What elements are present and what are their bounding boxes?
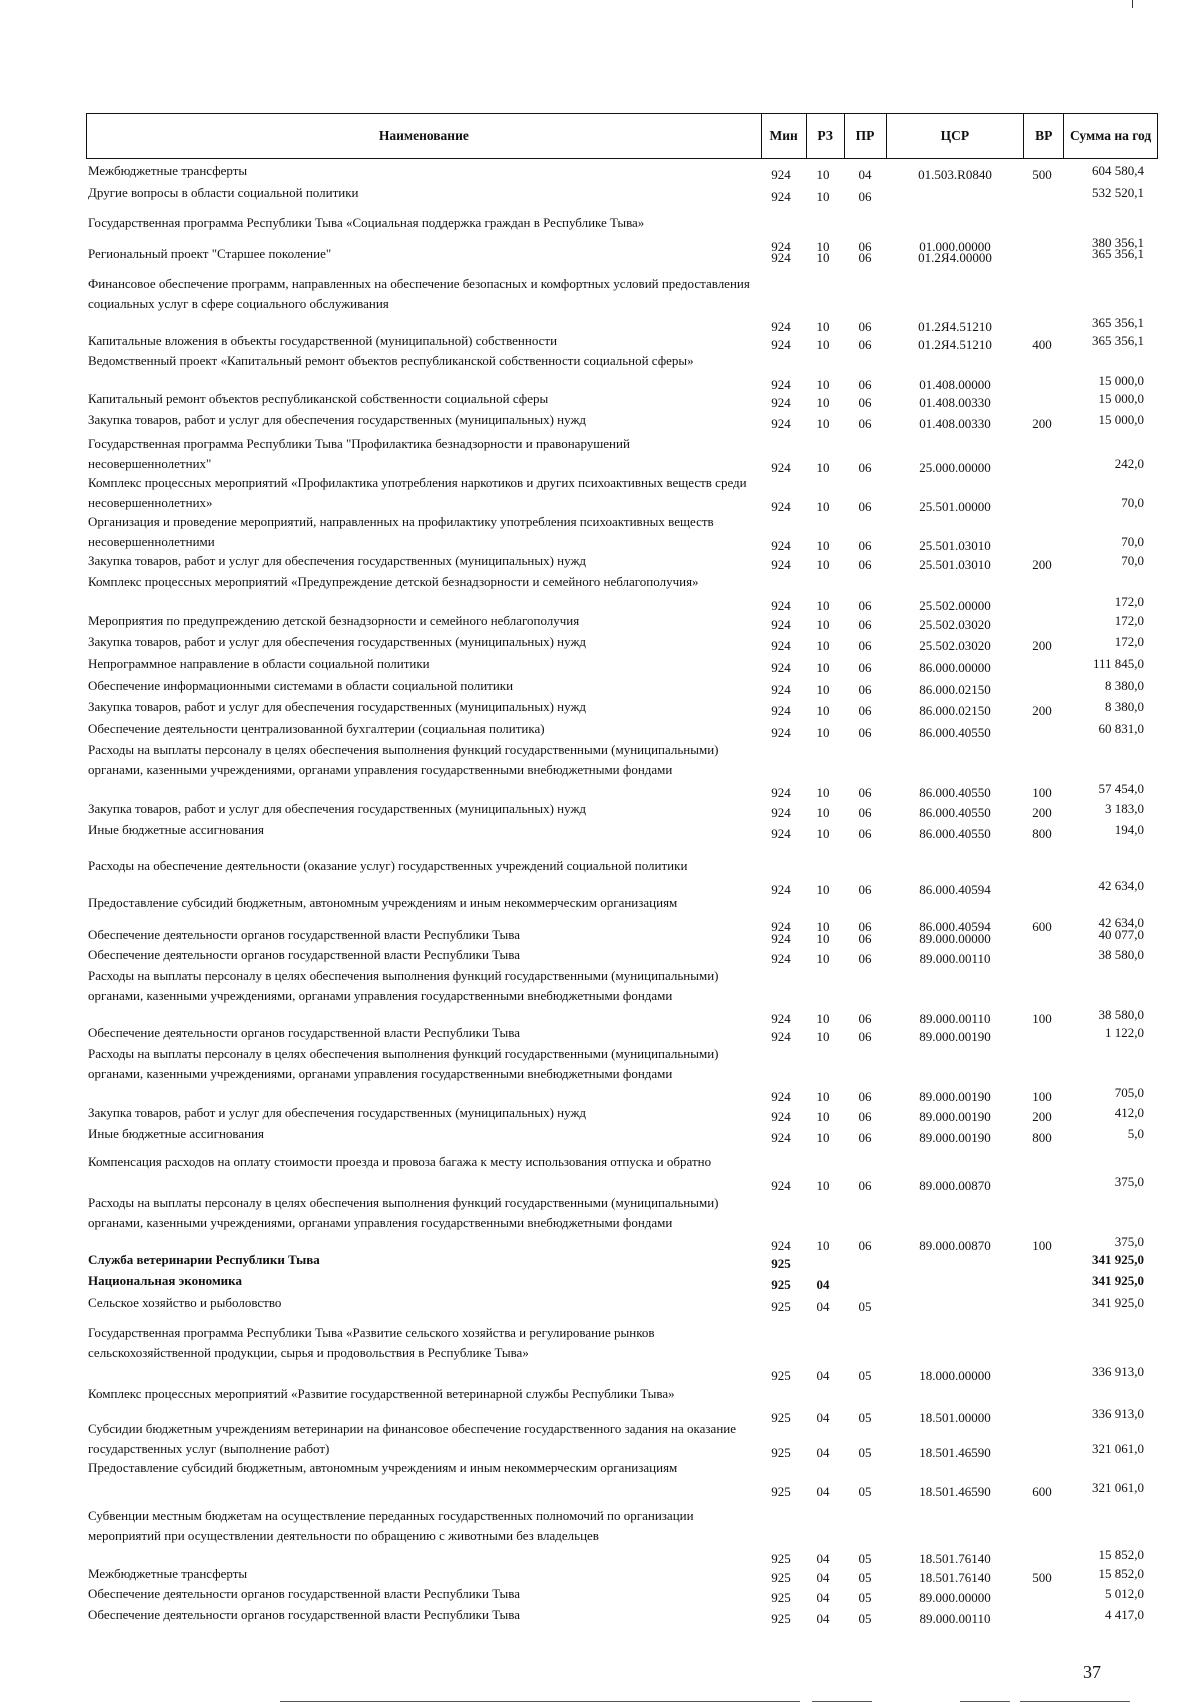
row-rz: 10 — [816, 1177, 830, 1193]
row-rz: 04 — [816, 1368, 830, 1383]
row-pr: 06 — [858, 918, 872, 934]
row-min: 924 — [771, 931, 791, 946]
row-name: Расходы на выплаты персоналу в целях обеспечения выполнения функций государственными (муниципальными) органами, казенными учреждениями, органами управления государственными внебюджетными фондами — [88, 1046, 719, 1081]
row-sum: 365 356,1 — [1092, 315, 1144, 330]
row-name: Капитальный ремонт объектов республиканской собственности социальной сферы — [88, 391, 549, 406]
row-min: 924 — [771, 250, 791, 265]
row-csr: 01.408.00000 — [919, 376, 991, 392]
row-vr: 200 — [1032, 416, 1052, 431]
row-csr: 89.000.00190 — [919, 1109, 991, 1124]
row-min: 924 — [771, 682, 791, 697]
row-sum: 336 913,0 — [1092, 1405, 1144, 1421]
row-sum: 42 634,0 — [1098, 914, 1144, 930]
row-name: Другие вопросы в области социальной политики — [88, 185, 359, 200]
row-name: Служба ветеринарии Республики Тыва — [88, 1252, 320, 1267]
row-min: 924 — [771, 1089, 791, 1104]
row-name: Межбюджетные трансферты — [88, 163, 248, 178]
row-min: 924 — [771, 1177, 791, 1193]
row-sum: 70,0 — [1121, 533, 1144, 549]
row-sum: 172,0 — [1114, 634, 1144, 649]
row-name: Закупка товаров, работ и услуг для обеспечения государственных (муниципальных) нужд — [88, 412, 587, 427]
row-min: 924 — [771, 826, 791, 841]
row-sum: 15 000,0 — [1098, 391, 1144, 406]
row-rz: 10 — [816, 682, 830, 697]
row-name: Субсидии бюджетным учреждениям ветеринарии на финансовое обеспечение государственного задания на оказание государственных услуг (выполнение работ) — [88, 1421, 737, 1456]
row-min: 924 — [771, 498, 791, 514]
row-pr: 05 — [858, 1590, 872, 1605]
row-pr: 06 — [858, 785, 872, 800]
row-min: 925 — [771, 1611, 791, 1626]
row-name: Национальная экономика — [88, 1273, 242, 1288]
row-min: 925 — [771, 1551, 791, 1566]
row-sum: 70,0 — [1121, 553, 1144, 568]
row-sum: 172,0 — [1114, 593, 1144, 609]
row-pr: 05 — [858, 1368, 872, 1383]
row-min: 925 — [771, 1256, 791, 1271]
row-vr: 600 — [1032, 1483, 1052, 1499]
row-rz: 04 — [816, 1570, 830, 1585]
row-sum: 365 356,1 — [1092, 333, 1144, 348]
row-name: Капитальные вложения в объекты государственной (муниципальной) собственности — [88, 333, 558, 348]
row-name: Предоставление субсидий бюджетным, автономным учреждениям и иным некоммерческим организациям — [88, 895, 678, 910]
row-name: Финансовое обеспечение программ, направленных на обеспечение безопасных и комфортных условий предоставления социальных услуг в сфере социального обслуживания — [88, 276, 750, 311]
row-name: Компенсация расходов на оплату стоимости проезда и провоза багажа к месту использования отпуска и обратно — [88, 1154, 712, 1169]
row-rz: 10 — [816, 826, 830, 841]
row-name: Предоставление субсидий бюджетным, автономным учреждениям и иным некоммерческим организациям — [88, 1460, 678, 1475]
row-csr: 18.000.00000 — [919, 1368, 991, 1383]
scan-bottom-line — [960, 1701, 1010, 1702]
row-rz: 04 — [816, 1277, 830, 1292]
row-csr: 89.000.00110 — [919, 951, 991, 966]
row-pr: 06 — [858, 1177, 872, 1193]
row-name: Закупка товаров, работ и услуг для обеспечения государственных (муниципальных) нужд — [88, 801, 587, 816]
row-sum: 341 925,0 — [1092, 1252, 1144, 1267]
row-rz: 10 — [816, 319, 830, 334]
row-pr: 05 — [858, 1570, 872, 1585]
row-sum: 705,0 — [1114, 1085, 1144, 1100]
row-sum: 336 913,0 — [1092, 1364, 1144, 1379]
row-pr: 06 — [858, 1029, 872, 1044]
row-vr: 200 — [1032, 805, 1052, 820]
row-vr: 800 — [1032, 1130, 1052, 1145]
row-csr: 89.000.00000 — [919, 1590, 991, 1605]
page-number: 37 — [1083, 1662, 1101, 1682]
row-min: 924 — [771, 1011, 791, 1026]
row-rz: 10 — [816, 703, 830, 718]
row-csr: 25.000.00000 — [919, 459, 991, 475]
row-min: 924 — [771, 395, 791, 410]
row-pr: 06 — [858, 682, 872, 697]
row-sum: 8 380,0 — [1105, 699, 1144, 714]
row-rz: 04 — [816, 1299, 830, 1314]
row-pr: 06 — [858, 597, 872, 613]
row-pr: 05 — [858, 1409, 872, 1425]
header-name: Наименование — [378, 128, 469, 143]
row-rz: 10 — [816, 498, 830, 514]
row-name: Обеспечение деятельности централизованной бухгалтерии (социальная политика) — [88, 721, 545, 736]
row-name: Комплекс процессных мероприятий «Профилактика употребления наркотиков и других психоактивных веществ среди несовершеннолетних» — [88, 475, 747, 510]
row-csr: 01.503.R0840 — [918, 167, 992, 182]
row-min: 924 — [771, 703, 791, 718]
row-pr: 06 — [858, 881, 872, 897]
row-name: Обеспечение деятельности органов государственной власти Республики Тыва — [88, 1586, 520, 1601]
row-pr: 06 — [858, 557, 872, 572]
row-min: 924 — [771, 416, 791, 431]
row-sum: 5 012,0 — [1105, 1586, 1144, 1601]
row-rz: 10 — [816, 805, 830, 820]
row-name: Закупка товаров, работ и услуг для обеспечения государственных (муниципальных) нужд — [88, 634, 587, 649]
header-vr: ВР — [1023, 114, 1063, 158]
row-pr: 06 — [858, 1238, 872, 1253]
row-name: Иные бюджетные ассигнования — [88, 1126, 265, 1141]
row-sum: 70,0 — [1121, 494, 1144, 510]
row-rz: 10 — [816, 376, 830, 392]
row-csr: 01.2Я4.51210 — [918, 337, 992, 352]
row-sum: 15 000,0 — [1098, 372, 1144, 388]
row-sum: 40 077,0 — [1098, 927, 1144, 942]
scan-bottom-line — [1020, 1701, 1130, 1702]
row-rz: 10 — [816, 1011, 830, 1026]
row-name: Государственная программа Республики Тыва «Развитие сельского хозяйства и регулирование рынков сельскохозяйственной продукции, сырья и продовольствия в Республике Тыва» — [88, 1325, 655, 1360]
row-min: 924 — [771, 918, 791, 934]
row-pr: 06 — [858, 951, 872, 966]
row-csr: 89.000.00870 — [919, 1238, 991, 1253]
row-name: Закупка товаров, работ и услуг для обеспечения государственных (муниципальных) нужд — [88, 553, 587, 568]
row-min: 925 — [771, 1570, 791, 1585]
row-csr: 25.502.00000 — [919, 597, 991, 613]
row-min: 924 — [771, 376, 791, 392]
row-name: Организация и проведение мероприятий, направленных на профилактику употребления психоактивных веществ несовершеннолетними — [88, 514, 714, 549]
row-rz: 10 — [816, 537, 830, 553]
row-vr: 100 — [1032, 1011, 1052, 1026]
row-vr: 400 — [1032, 337, 1052, 352]
row-rz: 10 — [816, 1089, 830, 1104]
row-min: 924 — [771, 557, 791, 572]
row-sum: 38 580,0 — [1098, 1007, 1144, 1022]
row-pr: 06 — [858, 459, 872, 475]
row-rz: 10 — [816, 1109, 830, 1124]
row-rz: 10 — [816, 617, 830, 632]
row-sum: 3 183,0 — [1105, 801, 1144, 816]
row-sum: 57 454,0 — [1098, 781, 1144, 796]
row-pr: 05 — [858, 1611, 872, 1626]
row-name: Региональный проект "Старшее поколение" — [88, 246, 332, 261]
row-pr: 06 — [858, 725, 872, 740]
row-pr: 06 — [858, 1130, 872, 1145]
row-min: 925 — [771, 1277, 791, 1292]
row-vr: 600 — [1032, 918, 1052, 934]
row-csr: 18.501.76140 — [919, 1551, 991, 1566]
row-rz: 10 — [816, 951, 830, 966]
row-rz: 10 — [816, 660, 830, 675]
scan-bottom-line — [812, 1701, 872, 1702]
row-min: 924 — [771, 805, 791, 820]
row-pr: 06 — [858, 189, 872, 204]
row-csr: 01.2Я4.51210 — [918, 319, 992, 334]
row-rz: 10 — [816, 1238, 830, 1253]
row-pr: 06 — [858, 395, 872, 410]
row-pr: 06 — [858, 703, 872, 718]
row-csr: 25.502.03020 — [919, 638, 991, 653]
row-min: 924 — [771, 725, 791, 740]
row-sum: 4 417,0 — [1105, 1607, 1144, 1622]
row-min: 924 — [771, 1109, 791, 1124]
row-min: 924 — [771, 1130, 791, 1145]
row-csr: 01.408.00330 — [919, 395, 991, 410]
scan-bottom-line — [280, 1701, 800, 1702]
row-min: 924 — [771, 785, 791, 800]
row-pr: 06 — [858, 1109, 872, 1124]
header-min: Мин — [761, 114, 806, 158]
row-csr: 86.000.02150 — [919, 682, 991, 697]
row-min: 924 — [771, 881, 791, 897]
row-min: 925 — [771, 1483, 791, 1499]
row-csr: 89.000.00190 — [919, 1089, 991, 1104]
row-csr: 18.501.46590 — [919, 1444, 991, 1460]
row-rz: 10 — [816, 931, 830, 946]
row-csr: 18.501.76140 — [919, 1570, 991, 1585]
row-rz: 10 — [816, 167, 830, 182]
row-sum: 38 580,0 — [1098, 947, 1144, 962]
row-name: Иные бюджетные ассигнования — [88, 822, 265, 837]
row-pr: 06 — [858, 376, 872, 392]
row-csr: 86.000.40594 — [919, 918, 991, 934]
row-name: Государственная программа Республики Тыва "Профилактика безнадзорности и правонарушений несовершеннолетних" — [88, 436, 630, 471]
row-vr: 200 — [1032, 703, 1052, 718]
row-rz: 04 — [816, 1409, 830, 1425]
row-csr: 86.000.40550 — [919, 785, 991, 800]
row-min: 925 — [771, 1368, 791, 1383]
row-name: Мероприятия по предупреждению детской безнадзорности и семейного неблагополучия — [88, 613, 580, 628]
row-pr: 06 — [858, 238, 872, 254]
row-name: Расходы на выплаты персоналу в целях обеспечения выполнения функций государственными (муниципальными) органами, казенными учреждениями, органами управления государственными внебюджетными фондами — [88, 968, 719, 1003]
row-min: 925 — [771, 1590, 791, 1605]
row-csr: 89.000.00110 — [919, 1611, 991, 1626]
row-name: Межбюджетные трансферты — [88, 1566, 248, 1581]
row-name: Обеспечение деятельности органов государственной власти Республики Тыва — [88, 1607, 520, 1622]
row-csr: 01.000.00000 — [919, 238, 991, 254]
row-sum: 15 852,0 — [1098, 1566, 1144, 1581]
row-csr: 86.000.02150 — [919, 703, 991, 718]
row-name: Ведомственный проект «Капитальный ремонт объектов республиканской собственности социальной сферы» — [88, 353, 694, 368]
row-rz: 10 — [816, 1130, 830, 1145]
row-name: Закупка товаров, работ и услуг для обеспечения государственных (муниципальных) нужд — [88, 699, 587, 714]
row-rz: 10 — [816, 1029, 830, 1044]
row-sum: 380 356,1 — [1092, 234, 1144, 250]
row-pr: 06 — [858, 416, 872, 431]
row-name: Непрограммное направление в области социальной политики — [88, 656, 430, 671]
row-sum: 15 852,0 — [1098, 1547, 1144, 1562]
row-sum: 8 380,0 — [1105, 678, 1144, 693]
header-csr: ЦСР — [886, 114, 1024, 158]
row-sum: 412,0 — [1114, 1105, 1144, 1120]
row-csr: 89.000.00190 — [919, 1029, 991, 1044]
row-sum: 242,0 — [1114, 455, 1144, 471]
row-vr: 500 — [1032, 167, 1052, 182]
row-name: Обеспечение деятельности органов государственной власти Республики Тыва — [88, 1025, 520, 1040]
row-csr: 89.000.00000 — [919, 931, 991, 946]
row-sum: 172,0 — [1114, 613, 1144, 628]
row-rz: 10 — [816, 725, 830, 740]
row-sum: 321 061,0 — [1092, 1479, 1144, 1495]
row-min: 924 — [771, 1238, 791, 1253]
row-rz: 10 — [816, 189, 830, 204]
row-csr: 25.502.03020 — [919, 617, 991, 632]
row-min: 924 — [771, 638, 791, 653]
row-pr: 06 — [858, 826, 872, 841]
row-rz: 10 — [816, 881, 830, 897]
header-sum: Сумма на год — [1063, 114, 1157, 158]
row-pr: 06 — [858, 931, 872, 946]
row-pr: 04 — [858, 167, 872, 182]
row-sum: 532 520,1 — [1092, 185, 1144, 200]
row-csr: 86.000.00000 — [919, 660, 991, 675]
row-rz: 04 — [816, 1590, 830, 1605]
row-pr: 06 — [858, 1089, 872, 1104]
row-min: 925 — [771, 1444, 791, 1460]
row-sum: 604 580,4 — [1092, 163, 1144, 178]
row-rz: 04 — [816, 1444, 830, 1460]
row-pr: 06 — [858, 1011, 872, 1026]
row-min: 924 — [771, 459, 791, 475]
row-csr: 86.000.40550 — [919, 826, 991, 841]
header-rz: РЗ — [806, 114, 844, 158]
row-name: Государственная программа Республики Тыва «Социальная поддержка граждан в Республике Тыва» — [88, 215, 645, 230]
row-rz: 10 — [816, 250, 830, 265]
row-rz: 10 — [816, 557, 830, 572]
row-min: 924 — [771, 167, 791, 182]
row-pr: 06 — [858, 638, 872, 653]
row-sum: 375,0 — [1114, 1234, 1144, 1249]
row-rz: 10 — [816, 395, 830, 410]
row-rz: 10 — [816, 918, 830, 934]
row-csr: 25.501.00000 — [919, 498, 991, 514]
row-vr: 200 — [1032, 638, 1052, 653]
row-rz: 10 — [816, 459, 830, 475]
row-min: 924 — [771, 597, 791, 613]
row-min: 924 — [771, 319, 791, 334]
row-csr: 86.000.40550 — [919, 805, 991, 820]
row-vr: 800 — [1032, 826, 1052, 841]
row-pr: 06 — [858, 805, 872, 820]
row-rz: 10 — [816, 597, 830, 613]
header-pr: ПР — [844, 114, 886, 158]
row-vr: 100 — [1032, 1089, 1052, 1104]
row-csr: 86.000.40550 — [919, 725, 991, 740]
row-rz: 10 — [816, 416, 830, 431]
row-min: 924 — [771, 951, 791, 966]
row-pr: 06 — [858, 617, 872, 632]
row-min: 924 — [771, 337, 791, 352]
row-vr: 100 — [1032, 785, 1052, 800]
row-min: 925 — [771, 1299, 791, 1314]
row-rz: 10 — [816, 337, 830, 352]
row-csr: 01.2Я4.00000 — [918, 250, 992, 265]
row-name: Расходы на обеспечение деятельности (оказание услуг) государственных учреждений социальной политики — [88, 858, 688, 873]
row-name: Комплекс процессных мероприятий «Развитие государственной ветеринарной службы Республики Тыва» — [88, 1386, 675, 1401]
row-pr: 06 — [858, 660, 872, 675]
row-name: Обеспечение деятельности органов государственной власти Республики Тыва — [88, 947, 520, 962]
row-sum: 15 000,0 — [1098, 412, 1144, 427]
row-csr: 86.000.40594 — [919, 881, 991, 897]
row-sum: 341 925,0 — [1092, 1273, 1144, 1288]
row-vr: 100 — [1032, 1238, 1052, 1253]
row-min: 924 — [771, 617, 791, 632]
row-min: 924 — [771, 537, 791, 553]
row-min: 924 — [771, 189, 791, 204]
row-rz: 04 — [816, 1551, 830, 1566]
row-csr: 89.000.00870 — [919, 1177, 991, 1193]
row-sum: 5,0 — [1127, 1126, 1144, 1141]
row-name: Закупка товаров, работ и услуг для обеспечения государственных (муниципальных) нужд — [88, 1105, 587, 1120]
row-csr: 25.501.03010 — [919, 557, 991, 572]
row-sum: 194,0 — [1114, 822, 1144, 837]
row-rz: 04 — [816, 1483, 830, 1499]
row-name: Обеспечение деятельности органов государственной власти Республики Тыва — [88, 927, 520, 942]
row-pr: 06 — [858, 537, 872, 553]
row-min: 924 — [771, 238, 791, 254]
row-csr: 18.501.46590 — [919, 1483, 991, 1499]
row-rz: 10 — [816, 785, 830, 800]
row-pr: 05 — [858, 1299, 872, 1314]
row-name: Субвенции местным бюджетам на осуществление переданных государственных полномочий по организации мероприятий при осуществлении деятельности по обращению с животными без владельцев — [88, 1508, 694, 1543]
row-vr: 500 — [1032, 1570, 1052, 1585]
row-name: Расходы на выплаты персоналу в целях обеспечения выполнения функций государственными (муниципальными) органами, казенными учреждениями, органами управления государственными внебюджетными фондами — [88, 1195, 719, 1230]
row-pr: 06 — [858, 250, 872, 265]
row-rz: 04 — [816, 1611, 830, 1626]
row-name: Расходы на выплаты персоналу в целях обеспечения выполнения функций государственными (муниципальными) органами, казенными учреждениями, органами управления государственными внебюджетными фондами — [88, 742, 719, 777]
row-sum: 60 831,0 — [1098, 721, 1144, 736]
row-min: 924 — [771, 660, 791, 675]
row-csr: 01.408.00330 — [919, 416, 991, 431]
row-pr: 06 — [858, 498, 872, 514]
row-sum: 1 122,0 — [1105, 1025, 1144, 1040]
row-pr: 06 — [858, 319, 872, 334]
row-pr: 06 — [858, 337, 872, 352]
row-rz: 10 — [816, 638, 830, 653]
row-min: 925 — [771, 1409, 791, 1425]
row-sum: 42 634,0 — [1098, 877, 1144, 893]
row-vr: 200 — [1032, 557, 1052, 572]
row-min: 924 — [771, 1029, 791, 1044]
row-sum: 375,0 — [1114, 1173, 1144, 1189]
row-sum: 365 356,1 — [1092, 246, 1144, 261]
row-sum: 111 845,0 — [1092, 656, 1144, 671]
row-pr: 05 — [858, 1551, 872, 1566]
row-vr: 200 — [1032, 1109, 1052, 1124]
row-name: Комплекс процессных мероприятий «Предупреждение детской безнадзорности и семейного неблагополучия» — [88, 574, 699, 589]
row-name: Сельское хозяйство и рыболовство — [88, 1295, 282, 1310]
row-name: Обеспечение информационными системами в области социальной политики — [88, 678, 514, 693]
row-csr: 25.501.03010 — [919, 537, 991, 553]
row-csr: 18.501.00000 — [919, 1409, 991, 1425]
row-sum: 321 061,0 — [1092, 1440, 1144, 1456]
row-csr: 89.000.00110 — [919, 1011, 991, 1026]
row-pr: 05 — [858, 1483, 872, 1499]
row-sum: 341 925,0 — [1092, 1295, 1144, 1310]
row-csr: 89.000.00190 — [919, 1130, 991, 1145]
row-pr: 05 — [858, 1444, 872, 1460]
row-rz: 10 — [816, 238, 830, 254]
